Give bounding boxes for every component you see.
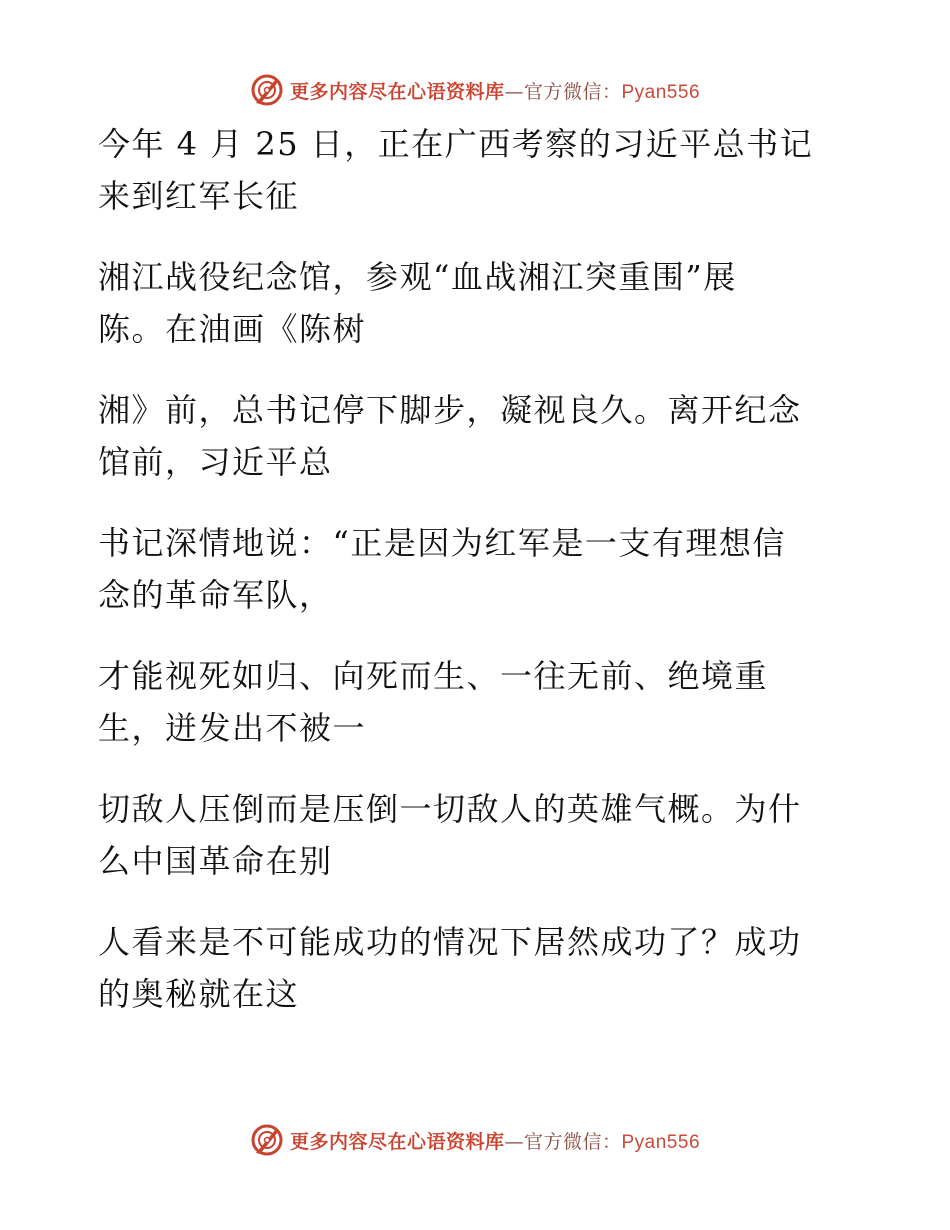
paragraph (98, 251, 858, 355)
banner-wechat-id: Pyan556 (621, 81, 701, 103)
paragraph-line: 才能视死如归、向死而生、一往无前、绝境重 (98, 657, 769, 695)
paragraph-line: 湘》前，总书记停下脚步，凝视良久。离开纪念 (98, 391, 802, 429)
paragraph-line: 书记深情地说：“正是因为红军是一支有理想信 (98, 524, 786, 562)
paragraph (98, 650, 858, 754)
paragraph-line: 来到红军长征 (98, 177, 300, 215)
paragraph (98, 916, 858, 1020)
footer-banner (0, 1120, 950, 1160)
banner-text (290, 1127, 700, 1154)
banner-main: 更多内容尽在心语资料库 (289, 80, 505, 103)
paragraph (98, 118, 858, 222)
paragraph-line: 切敌人压倒而是压倒一切敌人的英雄气概。为什 (98, 790, 802, 828)
document-body (98, 118, 858, 1049)
banner-separator: —官方微信： (504, 80, 622, 103)
banner-text (290, 77, 700, 104)
banner-separator: —官方微信： (504, 1130, 622, 1153)
paragraph-line: 陈。在油画《陈树 (98, 310, 367, 348)
banner-wechat-id: Pyan556 (621, 1131, 701, 1153)
paragraph-line: 馆前，习近平总 (98, 443, 333, 481)
quill-logo-icon (250, 73, 284, 107)
banner-main: 更多内容尽在心语资料库 (289, 1130, 505, 1153)
paragraph-line: 念的革命军队， (98, 576, 333, 614)
paragraph-line: 今年 4 月 25 日，正在广西考察的习近平总书记 (98, 125, 814, 163)
paragraph (98, 517, 858, 621)
paragraph-line: 的奥秘就在这 (98, 975, 300, 1013)
paragraph-line: 么中国革命在别 (98, 842, 333, 880)
header-banner (0, 70, 950, 110)
paragraph-line: 生，迸发出不被一 (98, 709, 367, 747)
paragraph-line: 湘江战役纪念馆，参观“血战湘江突重围”展 (98, 258, 737, 296)
paragraph-line: 人看来是不可能成功的情况下居然成功了？成功 (98, 923, 802, 961)
paragraph (98, 384, 858, 488)
quill-logo-icon (250, 1123, 284, 1157)
paragraph (98, 783, 858, 887)
